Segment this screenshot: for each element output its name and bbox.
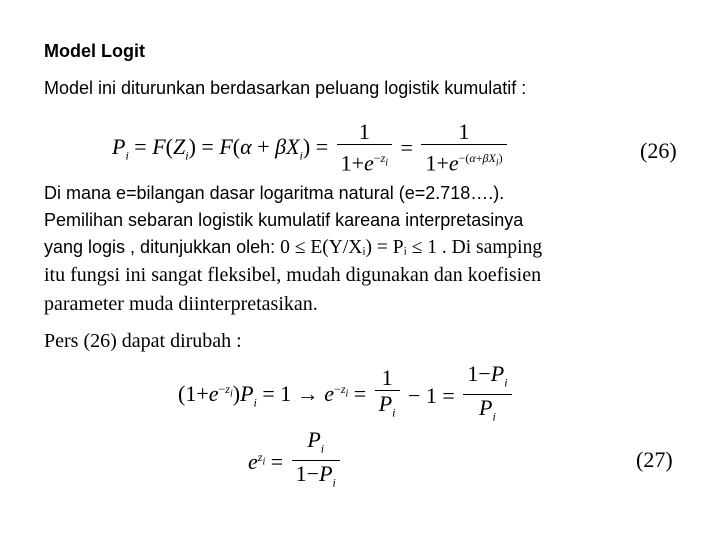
equation-26: $P_i = F(Z_i) = F(\alpha + \beta X_i)$ = $\frac{1}{1+e^{-z_i}}$ = $\frac{1}{1+e^{-(\alpha+\beta X_i)}}$: [112, 120, 510, 176]
paragraph-line-3-text: yang logis , ditunjukkan oleh:: [44, 237, 281, 257]
paragraph-line-4: itu fungsi ini sangat fleksibel, mudah digunakan dan koefisien: [44, 264, 542, 286]
equation-27-number: (27): [636, 447, 673, 472]
paragraph-line-5: parameter muda diinterpretasikan.: [44, 293, 318, 315]
paragraph-line-2: Pemilihan sebaran logistik kumulatif kareana interpretasinya: [44, 210, 524, 230]
intro-text: Model ini diturunkan berdasarkan peluang logistik kumulatif :: [44, 78, 527, 98]
paragraph-line-3: [44, 234, 542, 261]
paragraph-line-6: Pers (26) dapat dirubah :: [44, 330, 242, 352]
slide-title: Model Logit: [44, 41, 145, 61]
equation-27-line-2: $e^{z_i}$ = $\frac{P_i}{1-P_i}$: [248, 428, 343, 496]
equation-26-number: (26): [640, 138, 677, 163]
equation-27-line-1: $(1+e^{-z_i})P_i = 1 \to e^{-z_i}$ = $\frac{1}{P_i}$ − 1 = $\frac{1-P_i}{P_i}$: [178, 362, 515, 430]
paragraph-line-3-math: 0 ≤ E(Y/Xᵢ) = Pᵢ ≤ 1 . Di samping: [280, 237, 543, 258]
paragraph-line-1: Di mana e=bilangan dasar logaritma natural (e=2.718….).: [44, 183, 505, 203]
